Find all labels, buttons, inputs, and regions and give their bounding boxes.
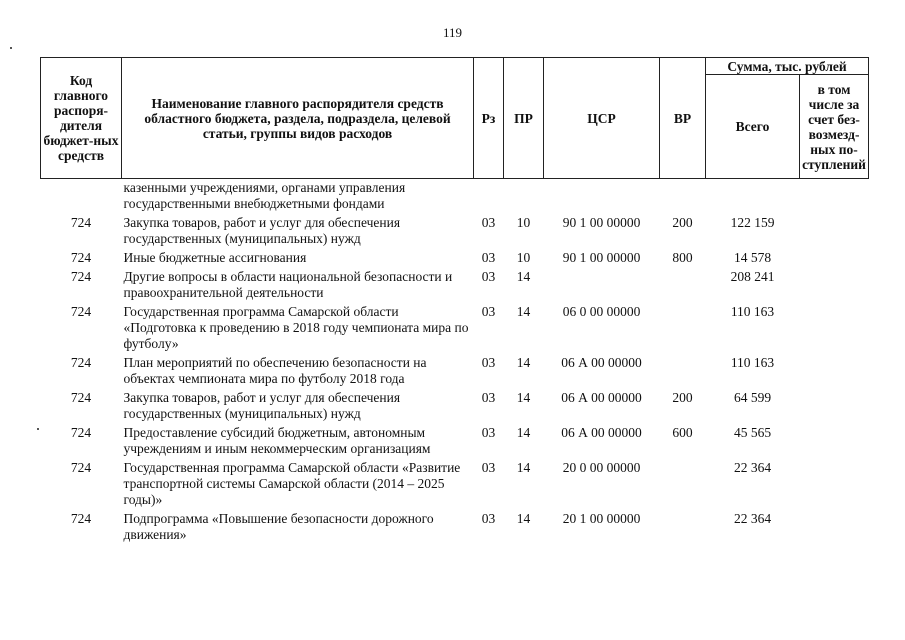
row-gratuitous — [800, 508, 869, 543]
row-vr: 200 — [672, 215, 693, 230]
row-name: План мероприятий по обеспечению безопасности на объектах чемпионата мира по футболу 2018 года — [123, 355, 427, 386]
row-name: Закупка товаров, работ и услуг для обеспечения государственных (муниципальных) нужд — [123, 215, 401, 246]
row-code: 724 — [70, 390, 92, 405]
row-pr: 14 — [516, 511, 531, 526]
row-total — [706, 179, 800, 213]
row-vr: 600 — [672, 425, 693, 440]
table-row — [41, 266, 869, 301]
row-vr: 800 — [672, 250, 693, 265]
header-sum-group: Сумма, тыс. рублей — [706, 58, 869, 75]
row-csr: 06 0 00 00000 — [562, 304, 641, 319]
row-gratuitous — [800, 247, 869, 266]
row-total: 122 159 — [730, 215, 775, 230]
row-total: 110 163 — [730, 355, 775, 370]
table-row — [41, 352, 869, 387]
row-name: Государственная программа Самарской области «Развитие транспортной системы Самарской области (2014 – 2025 годы)» — [123, 460, 461, 507]
header-csr: ЦСР — [544, 58, 660, 179]
row-code: 724 — [70, 355, 92, 370]
row-rz — [474, 179, 504, 213]
header-rz: Рз — [474, 58, 504, 179]
row-code: 724 — [70, 269, 92, 284]
table-row — [41, 508, 869, 543]
scan-speck — [10, 47, 12, 49]
row-rz: 03 — [481, 215, 496, 230]
row-pr — [504, 179, 544, 213]
row-csr: 06 А 00 00000 — [561, 425, 642, 440]
budget-table — [40, 57, 869, 543]
row-rz: 03 — [481, 425, 496, 440]
row-gratuitous — [800, 422, 869, 457]
row-vr: 200 — [672, 390, 693, 405]
header-gratuitous: в том числе за счет без-возмезд-ных по-ступлений — [800, 75, 869, 179]
row-csr: 06 А 00 00000 — [561, 355, 642, 370]
table-row — [41, 179, 869, 213]
row-csr — [544, 266, 660, 301]
page-number: 119 — [442, 25, 463, 40]
row-csr: 90 1 00 00000 — [562, 250, 641, 265]
row-vr — [660, 266, 706, 301]
row-total: 45 565 — [733, 425, 772, 440]
row-vr — [660, 508, 706, 543]
row-pr: 10 — [516, 250, 531, 265]
row-gratuitous — [800, 457, 869, 508]
row-rz: 03 — [481, 390, 496, 405]
row-name: Подпрограмма «Повышение безопасности дорожного движения» — [123, 511, 434, 542]
row-name: казенными учреждениями, органами управления государственными внебюджетными фондами — [123, 180, 406, 211]
row-gratuitous — [800, 387, 869, 422]
row-code: 724 — [70, 215, 92, 230]
row-name: Предоставление субсидий бюджетным, автономным учреждениям и иным некоммерческим организациям — [123, 425, 431, 456]
row-rz: 03 — [481, 304, 496, 319]
row-gratuitous — [800, 352, 869, 387]
table-row — [41, 422, 869, 457]
row-name: Другие вопросы в области национальной безопасности и правоохранительной деятельности — [123, 269, 453, 300]
row-name: Закупка товаров, работ и услуг для обеспечения государственных (муниципальных) нужд — [123, 390, 401, 421]
header-total: Всего — [706, 75, 800, 179]
row-total: 208 241 — [730, 269, 775, 284]
row-code — [41, 179, 122, 213]
row-total: 64 599 — [733, 390, 772, 405]
row-gratuitous — [800, 212, 869, 247]
row-vr — [660, 301, 706, 352]
row-code: 724 — [70, 425, 92, 440]
row-name: Государственная программа Самарской области «Подготовка к проведению в 2018 году чемпионата мира по футболу» — [123, 304, 469, 351]
header-vr: ВР — [660, 58, 706, 179]
row-csr: 06 А 00 00000 — [561, 390, 642, 405]
row-rz: 03 — [481, 355, 496, 370]
table-body — [41, 179, 869, 544]
row-pr: 10 — [516, 215, 531, 230]
row-pr: 14 — [516, 460, 531, 475]
table-row — [41, 247, 869, 266]
row-vr — [660, 179, 706, 213]
table-row — [41, 457, 869, 508]
header-name: Наименование главного распорядителя средств областного бюджета, раздела, подраздела, целевой статьи, группы видов расходов — [122, 58, 474, 179]
row-total: 22 364 — [733, 511, 772, 526]
row-total: 22 364 — [733, 460, 772, 475]
row-pr: 14 — [516, 269, 531, 284]
row-rz: 03 — [481, 511, 496, 526]
row-total: 110 163 — [730, 304, 775, 319]
header-pr: ПР — [504, 58, 544, 179]
row-code: 724 — [70, 250, 92, 265]
header-code: Код главного распоря-дителя бюджет-ных средств — [41, 58, 122, 179]
row-rz: 03 — [481, 250, 496, 265]
row-code: 724 — [70, 304, 92, 319]
row-rz: 03 — [481, 269, 496, 284]
row-vr — [660, 457, 706, 508]
row-csr: 20 1 00 00000 — [562, 511, 641, 526]
row-name: Иные бюджетные ассигнования — [123, 250, 307, 265]
scan-speck — [37, 428, 39, 430]
table-row — [41, 212, 869, 247]
row-total: 14 578 — [733, 250, 772, 265]
row-pr: 14 — [516, 390, 531, 405]
row-code: 724 — [70, 460, 92, 475]
table-row — [41, 301, 869, 352]
row-pr: 14 — [516, 425, 531, 440]
table-header — [41, 58, 869, 179]
row-rz: 03 — [481, 460, 496, 475]
table-row — [41, 387, 869, 422]
row-gratuitous — [800, 301, 869, 352]
row-vr — [660, 352, 706, 387]
row-pr: 14 — [516, 304, 531, 319]
row-gratuitous — [800, 266, 869, 301]
row-gratuitous — [800, 179, 869, 213]
row-csr — [544, 179, 660, 213]
row-code: 724 — [70, 511, 92, 526]
row-pr: 14 — [516, 355, 531, 370]
row-csr: 90 1 00 00000 — [562, 215, 641, 230]
row-csr: 20 0 00 00000 — [562, 460, 641, 475]
